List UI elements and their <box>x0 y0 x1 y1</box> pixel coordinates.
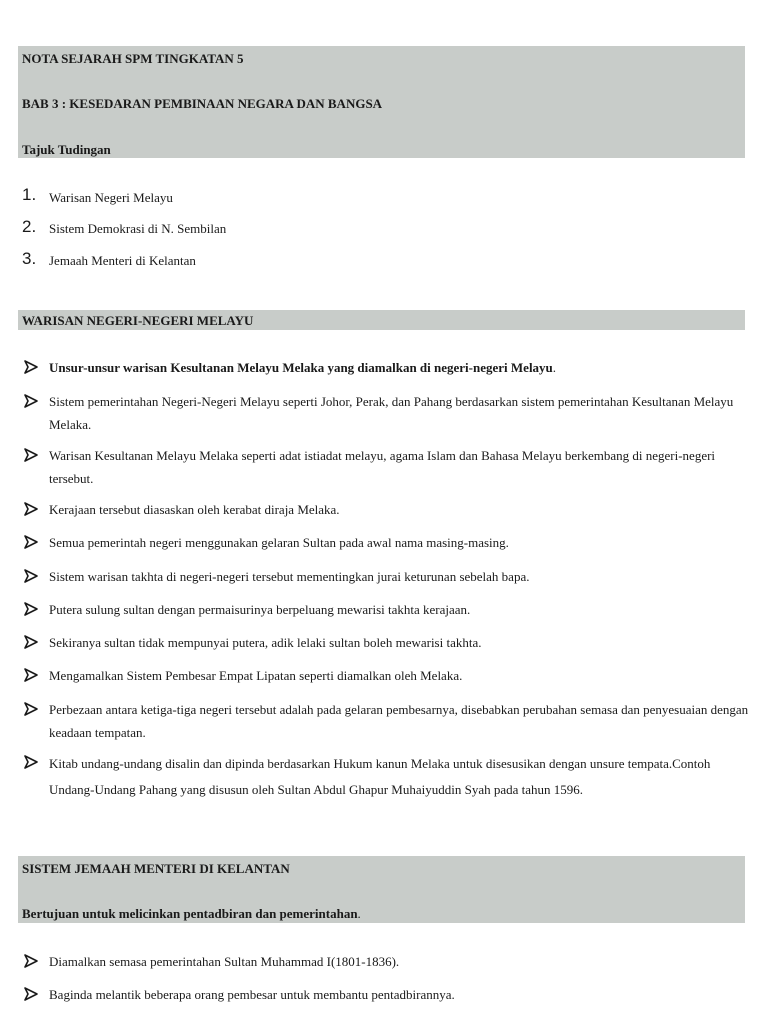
topic-text: Jemaah Menteri di Kelantan <box>49 253 196 268</box>
topic-number: 3. <box>22 249 37 268</box>
list-item: Diamalkan semasa pemerintahan Sultan Muhammad I(1801-1836). <box>49 954 400 969</box>
chapter-title: BAB 3 : KESEDARAN PEMBINAAN NEGARA DAN BANGSA <box>22 96 383 111</box>
list-item: Warisan Kesultanan Melayu Melaka seperti adat istiadat melayu, agama Islam dan Bahasa Melayu berkembang di negeri-negeri tersebut. <box>49 448 716 486</box>
arrow-bullet-icon <box>23 393 39 409</box>
list-item-end: . <box>552 360 557 375</box>
list-item: Putera sulung sultan dengan permaisurinya berpeluang mewarisi takhta kerajaan. <box>49 602 471 617</box>
list-item-bold: Unsur-unsur warisan Kesultanan Melayu Melaka yang diamalkan di negeri-negeri Melayu <box>49 360 553 375</box>
arrow-bullet-icon <box>23 953 39 969</box>
list-item: Sistem pemerintahan Negeri-Negeri Melayu seperti Johor, Perak, dan Pahang berdasarkan sistem pemerintahan Kesultanan Melayu Melaka. <box>49 394 734 432</box>
list-item: Kerajaan tersebut diasaskan oleh kerabat diraja Melaka. <box>49 502 340 517</box>
arrow-bullet-icon <box>23 534 39 550</box>
arrow-bullet-icon <box>23 501 39 517</box>
topic-number: 2. <box>22 217 37 236</box>
arrow-bullet-icon <box>23 359 39 375</box>
topic-text: Sistem Demokrasi di N. Sembilan <box>49 221 227 236</box>
topics-heading: Tajuk Tudingan <box>22 142 111 157</box>
document-title: NOTA SEJARAH SPM TINGKATAN 5 <box>22 51 244 66</box>
section-heading: SISTEM JEMAAH MENTERI DI KELANTAN <box>22 861 290 876</box>
section-subheading-end: . <box>357 906 361 921</box>
arrow-bullet-icon <box>23 667 39 683</box>
list-item: Sistem warisan takhta di negeri-negeri tersebut mementingkan jurai keturunan sebelah bapa. <box>49 569 530 584</box>
list-item: Mengamalkan Sistem Pembesar Empat Lipatan seperti diamalkan oleh Melaka. <box>49 668 463 683</box>
arrow-bullet-icon <box>23 754 39 770</box>
arrow-bullet-icon <box>23 701 39 717</box>
arrow-bullet-icon <box>23 568 39 584</box>
arrow-bullet-icon <box>23 986 39 1002</box>
list-item: Kitab undang-undang disalin dan dipinda berdasarkan Hukum kanun Melaka untuk disesusikan dengan unsure tempata.Contoh Undang-Undang Pahang yang disusun oleh Sultan Abdul Ghapur Muhaiyuddin Syah pada tahun 1596. <box>49 756 711 797</box>
list-item: Sekiranya sultan tidak mempunyai putera, adik lelaki sultan boleh mewarisi takhta. <box>49 635 482 650</box>
arrow-bullet-icon <box>23 447 39 463</box>
arrow-bullet-icon <box>23 634 39 650</box>
section-subheading <box>22 906 361 922</box>
list-item: Semua pemerintah negeri menggunakan gelaran Sultan pada awal nama masing-masing. <box>49 535 509 550</box>
topic-text: Warisan Negeri Melayu <box>49 190 173 205</box>
list-item <box>49 356 749 379</box>
section-subheading-bold: Bertujuan untuk melicinkan pentadbiran dan pemerintahan <box>22 906 358 921</box>
section-heading: WARISAN NEGERI-NEGERI MELAYU <box>22 313 254 328</box>
arrow-bullet-icon <box>23 601 39 617</box>
list-item: Perbezaan antara ketiga-tiga negeri tersebut adalah pada gelaran pembesarnya, disebabkan perubahan semasa dan penyesuaian dengan keadaan tempatan. <box>49 702 749 740</box>
list-item: Baginda melantik beberapa orang pembesar untuk membantu pentadbirannya. <box>49 987 455 1002</box>
topic-number: 1. <box>22 185 37 204</box>
